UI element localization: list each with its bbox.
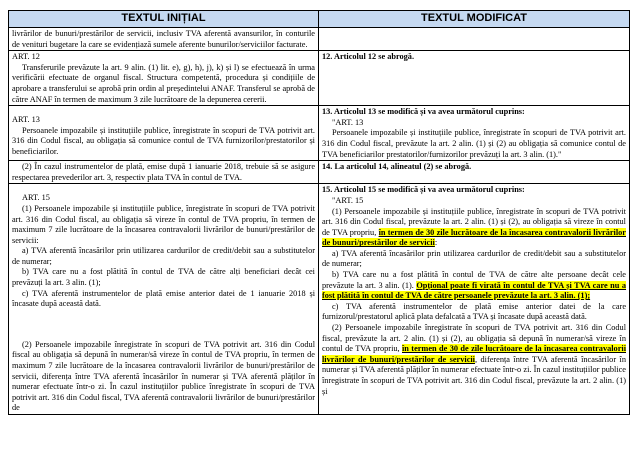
article-title: ART. 12 (12, 52, 40, 62)
cell-initial (9, 106, 319, 161)
list-item: a) TVA aferentă încasărilor prin utilizarea cardurilor de credit/debit sau a substitutelor de numerar; (322, 248, 626, 269)
cell-initial (9, 51, 319, 106)
paragraph-text: (1) Persoanele impozabile și instituțiile publice, înregistrate în scopuri de TVA potrivit art. 316 din Codul fiscal, prevăzute la art. 2 alin. (1) și (2), au obligația să vireze în contul de TVA propriu, (322, 206, 626, 237)
highlighted-text: în termen de 30 zile lucrătoare de la încasarea contravalorii livrărilor de bunuri/prestărilor de servicii (322, 227, 626, 248)
article-text: Persoanele impozabile și instituțiile publice, înregistrate în scopuri de TVA potrivit art. 316 din Codul fiscal, au obligația să comunice contul de TVA furnizorilor/prestatorilor și beneficiarilor. (12, 125, 315, 156)
cell-modified: 12. Articolul 12 se abrogă. (319, 51, 630, 106)
table-row (9, 28, 630, 51)
article-title: ART. 15 (22, 193, 50, 203)
list-item: a) TVA aferentă încasărilor prin utilizarea cardurilor de credit/debit sau a substitutelor de numerar; (12, 246, 315, 266)
cell-modified (319, 184, 630, 415)
article-title: ART. 13 (12, 115, 40, 125)
header-initial: TEXTUL INIȚIAL (9, 11, 319, 28)
list-item: c) TVA aferentă instrumentelor de plată emise anterior datei de la care furnizorul/prestatorul aplică plata defalcată a TVA și încasate după această dată. (322, 301, 626, 322)
paragraph-text: , diferența între TVA aferentă încasărilor în numerar și TVA aferentă plăților în numerar efectuate într-o zi. În cazul instituțiilor publice înregistrate în scopuri de TVA potrivit art. 316 din Codul fiscal, prevăzute la art. 2 alin. (1) și (322, 354, 626, 396)
highlighted-text: în termen de 30 de zile lucrătoare de la încasarea contravalorii livrărilor de bunuri/prestărilor de servicii (322, 344, 626, 364)
cell-initial (9, 184, 319, 415)
article-text: Transferurile prevăzute la art. 9 alin. (1) lit. e), g), h), j), k) și l) se efectuează în urma verificării efectuate de organul fiscal. Structura competentă, procedura și condițiile de aprobare a transferului se aprobă prin ordin al președintelui ANAF. Transferul se aprobă de către ANAF în termen de maximum 3 zile lucrătoare de la depunerea cererii. (12, 62, 315, 104)
table-row (9, 51, 630, 106)
list-item: c) TVA aferentă instrumentelor de plată emise anterior datei de 1 ianuarie 2018 și încasate după această dată. (12, 288, 315, 309)
list-item (322, 270, 626, 302)
header-modified: TEXTUL MODIFICAT (319, 11, 630, 28)
article-title: "ART. 13 (332, 117, 364, 127)
cell-modified (319, 106, 630, 161)
list-item: b) TVA care nu a fost plătită în contul de TVA de către alți beneficiari decât cei prevăzuți la art. 3 alin. (1); (12, 267, 315, 288)
paragraph-text: : (434, 238, 438, 248)
table-row (9, 184, 630, 415)
amendment-heading: 13. Articolul 13 se modifică și va avea următorul cuprins: (322, 107, 525, 117)
amendment-heading: 15. Articolul 15 se modifică și va avea următorul cuprins: (322, 185, 525, 195)
cell-initial: livrărilor de bunuri/prestărilor de servicii, inclusiv TVA aferentă avansurilor, în conturile de venituri bugetare la care se evidențiază sumele aferente bunurilor/serviciilor facturate. (9, 28, 319, 51)
paragraph-text: b) TVA care nu a fost plătită în contul de TVA de către alte persoane decât cele prevăzute la art. 3 alin. (1). (322, 270, 626, 290)
article-text: Persoanele impozabile și instituțiile publice, înregistrate în scopuri de TVA potrivit art. 316 din Codul fiscal, prevăzute la art. 2 alin. (1) și (2) au obligația să comunice contul de TVA beneficiarilor prestatorilor/furnizorilor prevăzuți la art. 3 alin. (1)." (322, 128, 626, 159)
cell-modified: 14. La articolul 14, alineatul (2) se abrogă. (319, 161, 630, 184)
paragraph (322, 207, 626, 249)
paragraph (322, 323, 626, 397)
paragraph-text: (2) Persoanele impozabile înregistrate în scopuri de TVA potrivit art. 316 din Codul fiscal, prevăzute la art. 2 alin. (1) și (2), au obligația să depună în numerar/să vireze în contul de TVA propriu, (322, 323, 626, 354)
highlighted-text: Opțional poate fi virată în contul de TVA și TVA care nu a fost plătită în contul de TVA de către persoanele prevăzute la art. 3 alin. (1); (322, 280, 627, 301)
header-row (9, 11, 630, 28)
article-title: "ART. 15 (332, 195, 364, 205)
paragraph: (2) Persoanele impozabile înregistrate în scopuri de TVA potrivit art. 316 din Codul fiscal au obligația să depună în numerar/să vireze în contul de TVA propriu, în termen de maximum 7 zile lucrătoare de la încasarea contravalorii livrărilor de bunuri/prestărilor de servicii, diferența între TVA aferentă încasărilor în numerar și TVA aferentă plăților în numerar efectuate într-o zi. În cazul instituțiilor publice înregistrate în scopuri de TVA potrivit art. 316 din Codul fiscal, TVA aferentă contravalorii livrărilor de bunuri/prestărilor de (12, 339, 315, 413)
cell-modified (319, 28, 630, 51)
cell-initial: (2) În cazul instrumentelor de plată, emise după 1 ianuarie 2018, trebuie să se asigure respectarea prevederilor art. 3, respectiv plata TVA în contul de TVA. (9, 161, 319, 184)
table-row (9, 106, 630, 161)
comparison-table (8, 10, 630, 415)
table-row (9, 161, 630, 184)
paragraph: (1) Persoanele impozabile și instituțiile publice, înregistrate în scopuri de TVA potrivit art. 316 din Codul fiscal, au obligația să vireze în contul de TVA propriu, în termen de maximum 7 zile lucrătoare de la încasarea contravalorii livrărilor de bunuri/prestărilor de servicii: (12, 203, 315, 245)
